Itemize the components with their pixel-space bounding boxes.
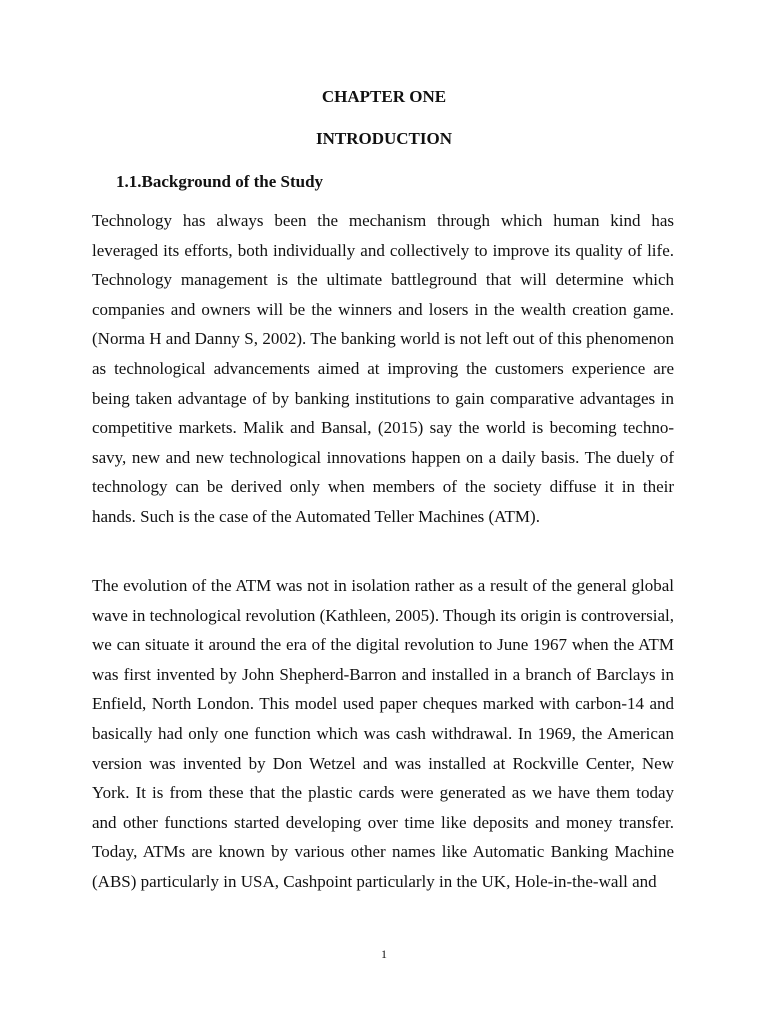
subsection-title: 1.1.Background of the Study [116,172,324,191]
body-paragraph: Technology has always been the mechanism through which human kind has leveraged its efforts, both individually and collectively to improve its quality of life. Technology management is the ultimate battleground that will determine which companies and owners will be the winners and losers in the wealth creation game. (Norma H and Danny S, 2002). The banking world is not left out of this phenomenon as technological advancements aimed at improving the customers experience are being taken advantage of by banking institutions to gain comparative advantages in competitive markets. Malik and Bansal, (2015) say the world is becoming techno-savy, new and new technological innovations happen on a daily basis. The duely of technology can be derived only when members of the society diffuse it in their hands. Such is the case of the Automated Teller Machines (ATM). [92,211,674,526]
page-number: 1 [381,947,387,961]
chapter-title: CHAPTER ONE [321,87,447,106]
section-title: INTRODUCTION [315,129,453,148]
body-paragraph: The evolution of the ATM was not in isolation rather as a result of the general global wave in technological revolution (Kathleen, 2005). Though its origin is controversial, we can situate it around the era of the digital revolution to June 1967 when the ATM was first invented by John Shepherd-Barron and installed in a branch of Barclays in Enfield, North London. This model used paper cheques marked with carbon-14 and basically had only one function which was cash withdrawal. In 1969, the American version was invented by Don Wetzel and was installed at Rockville Center, New York. It is from these that the plastic cards were generated as we have them today and other functions started developing over time like deposits and money transfer. Today, ATMs are known by various other names like Automatic Banking Machine (ABS) particularly in USA, Cashpoint particularly in the UK, Hole-in-the-wall and [92,576,674,891]
